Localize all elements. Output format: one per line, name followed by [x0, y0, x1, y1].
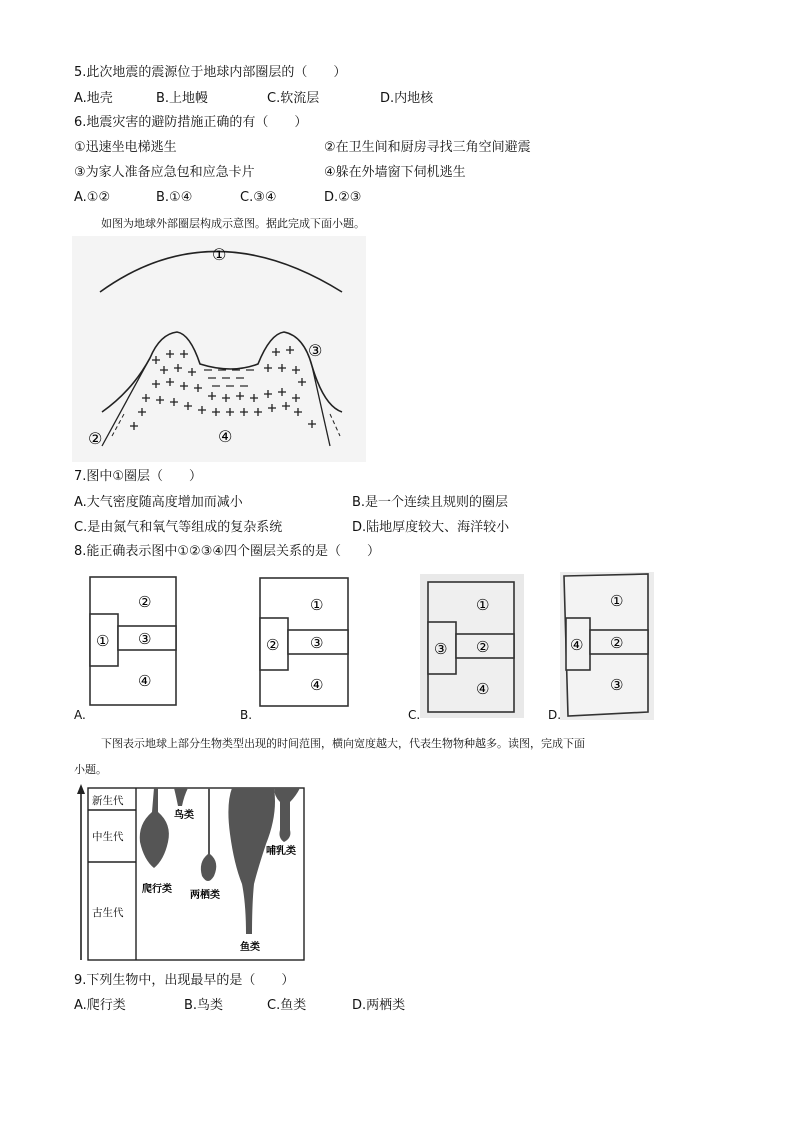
q8b-top: ①	[310, 596, 324, 614]
q6-option-c[interactable]: C.③④	[240, 190, 277, 205]
mammals-shape	[274, 788, 300, 842]
q8-stem: 8.能正确表示图中①②③④四个圈层关系的是（ ）	[74, 544, 381, 559]
q8a-mid: ③	[138, 630, 152, 648]
q8c-left: ③	[434, 640, 448, 658]
label-birds: 鸟类	[174, 810, 194, 821]
intro-9-line1: 下图表示地球上部分生物类型出现的时间范围，横向宽度越大，代表生物物种越多。读图，完成下面	[101, 737, 585, 750]
q8d-mid: ②	[610, 634, 624, 652]
birds-shape	[174, 788, 188, 806]
fig1-label-2: ②	[88, 429, 103, 448]
q8-diagram-d[interactable]	[560, 572, 654, 720]
label-mammals: 哺乳类	[266, 846, 296, 857]
q8a-left: ①	[96, 632, 110, 650]
q6-item-2: ②在卫生间和厨房寻找三角空间避震	[324, 140, 531, 155]
q5-option-d[interactable]: D.内地核	[380, 91, 434, 106]
fig1-label-1: ①	[212, 245, 227, 264]
q9-option-a[interactable]: A.爬行类	[74, 998, 126, 1013]
q8-option-a[interactable]: A.	[74, 708, 86, 722]
era-paleozoic: 古生代	[92, 907, 124, 919]
q6-item-3: ③为家人准备应急包和应急卡片	[74, 165, 255, 180]
fig1-label-3: ③	[308, 341, 323, 360]
fig1-label-4: ④	[218, 427, 233, 446]
reptiles-shape	[140, 788, 169, 868]
q6-option-b[interactable]: B.①④	[156, 190, 193, 205]
q8-option-b[interactable]: B.	[240, 708, 253, 722]
q6-item-4: ④躲在外墙窗下伺机逃生	[324, 165, 466, 180]
q7-option-c[interactable]: C.是由氮气和氧气等组成的复杂系统	[74, 520, 283, 535]
label-fish: 鱼类	[240, 942, 260, 953]
q8c-bottom: ④	[476, 680, 490, 698]
era-cenozoic: 新生代	[92, 795, 124, 807]
q9-option-b[interactable]: B.鸟类	[184, 998, 224, 1013]
q8-diagram-b[interactable]	[252, 574, 356, 710]
q8d-left: ④	[570, 636, 584, 654]
q7-option-b[interactable]: B.是一个连续且规则的圈层	[352, 495, 509, 510]
outer-spheres-figure	[72, 236, 366, 462]
q6-option-d[interactable]: D.②③	[324, 190, 362, 205]
q9-option-d[interactable]: D.两栖类	[352, 998, 406, 1013]
q5-option-b[interactable]: B.上地幔	[156, 91, 209, 106]
q6-stem: 6.地震灾害的避防措施正确的有（ ）	[74, 115, 308, 130]
intro-7-8: 如图为地球外部圈层构成示意图。据此完成下面小题。	[101, 217, 365, 230]
q8a-bottom: ④	[138, 672, 152, 690]
q7-stem: 7.图中①圈层（ ）	[74, 469, 203, 484]
q9-stem: 9.下列生物中，出现最早的是（ ）	[74, 973, 295, 988]
q8b-mid: ③	[310, 634, 324, 652]
q8-diagram-a[interactable]	[84, 574, 184, 710]
q8c-top: ①	[476, 596, 490, 614]
q8-diagram-c[interactable]	[420, 574, 524, 718]
q8d-bottom: ③	[610, 676, 624, 694]
q8a-top: ②	[138, 593, 152, 611]
q7-option-a[interactable]: A.大气密度随高度增加而减小	[74, 495, 243, 510]
label-reptiles: 爬行类	[142, 884, 172, 895]
q8b-bottom: ④	[310, 676, 324, 694]
era-mesozoic: 中生代	[92, 831, 124, 843]
q5-option-c[interactable]: C.软流层	[267, 91, 320, 106]
q5-stem: 5.此次地震的震源位于地球内部圈层的（ ）	[74, 65, 347, 80]
amphibians-shape	[201, 788, 216, 881]
q6-item-1: ①迅速坐电梯逃生	[74, 140, 177, 155]
q5-option-a[interactable]: A.地壳	[74, 91, 113, 106]
q8b-left: ②	[266, 636, 280, 654]
fish-shape	[228, 788, 275, 934]
organism-timeline-figure	[74, 784, 306, 962]
q9-option-c[interactable]: C.鱼类	[267, 998, 307, 1013]
q8d-top: ①	[610, 592, 624, 610]
q8-option-c[interactable]: C.	[408, 708, 421, 722]
label-amphibians: 两栖类	[190, 890, 220, 901]
intro-9-line2: 小题。	[74, 763, 107, 776]
q8-option-d[interactable]: D.	[548, 708, 562, 722]
q8c-mid: ②	[476, 638, 490, 656]
q7-option-d[interactable]: D.陆地厚度较大、海洋较小	[352, 520, 510, 535]
q6-option-a[interactable]: A.①②	[74, 190, 111, 205]
